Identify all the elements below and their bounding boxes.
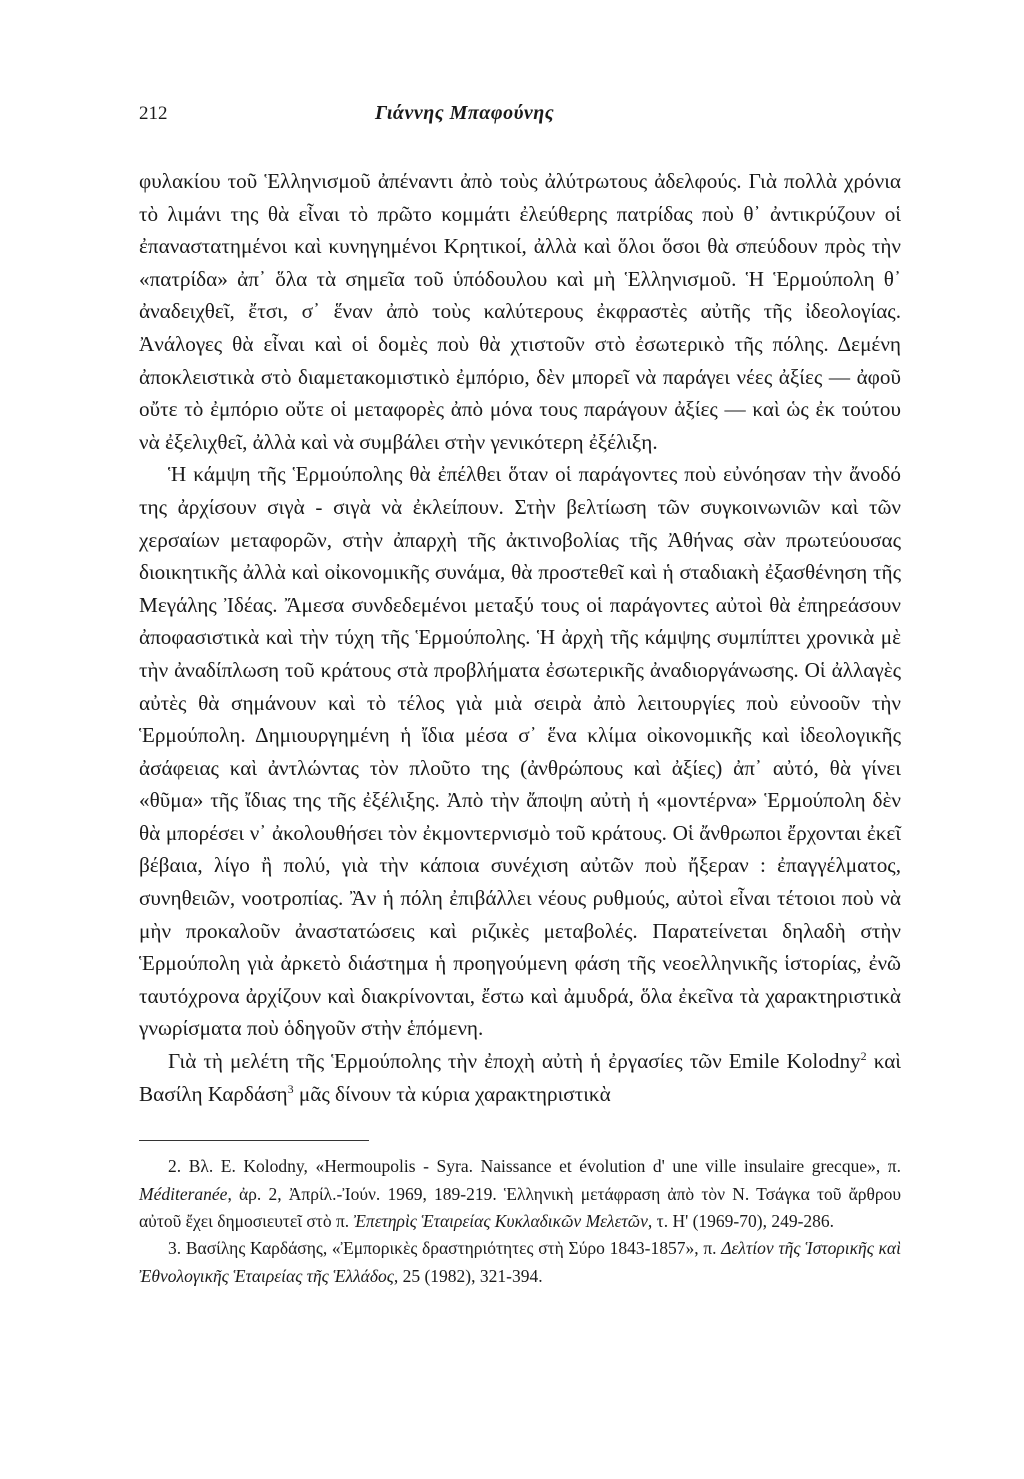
paragraph-2: Ἡ κάμψη τῆς Ἑρμούπολης θὰ ἐπέλθει ὅταν οἱ παράγοντες ποὺ εὐνόησαν τὴν ἄνοδό της ἀρχίσουν σιγὰ - σιγὰ νὰ ἐκλείπουν. Στὴν βελτίωση τῶν συγκοινωνιῶν καὶ τῶν χερσαίων μεταφορῶν, στὴν ἀπαρχὴ τῆς ἀκτινοβολίας τῆς Ἀθήνας σὰν πρωτεύουσας διοικητικῆς ἀλλὰ καὶ οἰκονομικῆς συνάμα, θὰ προστεθεῖ καὶ ἡ σταδιακὴ ἐξασθένηση τῆς Μεγάλης Ἰδέας. Ἄμεσα συνδεδεμένοι μεταξύ τους οἱ παράγοντες αὐτοὶ θὰ ἐπηρεάσουν ἀποφασιστικὰ καὶ τὴν τύχη τῆς Ἑρμούπολης. Ἡ ἀρχὴ τῆς κάμψης συμπίπτει χρονικὰ μὲ τὴν ἀναδίπλωση τοῦ κράτους στὰ προβλήματα ἐσωτερικῆς ἀναδιοργάνωσης. Οἱ ἀλλαγὲς αὐτὲς θὰ σημάνουν καὶ τὸ τέλος γιὰ μιὰ σειρὰ ἀπὸ λειτουργίες ποὺ εὐνοοῦν τὴν Ἑρμούπολη. Δημιουργημένη ἡ ἴδια μέσα σ᾿ ἕνα κλίμα οἰκονομικῆς καὶ ἰδεολογικῆς ἀσάφειας καὶ ἀντλώντας τὸν πλοῦτο της (ἀνθρώπους καὶ ἀξίες) ἀπ᾿ αὐτό, θὰ γίνει «θῦμα» τῆς ἴδιας της τῆς ἐξέλιξης. Ἀπὸ τὴν ἄποψη αὐτὴ ἡ «μοντέρνα» Ἑρμούπολη δὲν θὰ μπορέσει ν᾿ ἀκολουθήσει τὸν ἐκμοντερνισμὸ τοῦ κράτους. Οἱ ἄνθρωποι ἔρχονται ἐκεῖ βέβαια, λίγο ἢ πολύ, γιὰ τὴν κάποια συνέχιση αὐτῶν ποὺ ἤξεραν : ἐπαγγέλματος, συνηθειῶν, νοοτροπίας. Ἂν ἡ πόλη ἐπιβάλλει νέους ρυθμούς, αὐτοὶ εἶναι τέτοιοι ποὺ νὰ μὴν προκαλοῦν ἀναστατώσεις καὶ ριζικὲς μεταβολές. Παρατείνεται δηλαδὴ στὴν Ἑρμούπολη γιὰ ἀρκετὸ διάστημα ἡ προηγούμενη φάση τῆς νεοελληνικῆς ἱστορίας, ἐνῶ ταυτόχρονα ἀρχίζουν καὶ διακρίνονται, ἔστω καὶ ἀμυδρά, ὅλα ἐκεῖνα τὰ χαρακτηριστικὰ γνωρίσματα ποὺ ὁδηγοῦν στὴν ἑπόμενη.	[139, 462, 901, 1041]
body-text	[139, 165, 901, 1110]
footnote-2-part-3: , τ. Η' (1969-70), 249-286.	[647, 1211, 835, 1232]
page-header	[139, 95, 901, 135]
running-head: Γιάννης Μπαφούνης	[375, 102, 555, 124]
footnote-2-part-1: 2. Βλ. Ε. Kolodny, «Hermoupolis - Syra. Naissance et évolution d' une ville insulaire grecque», π.	[168, 1156, 901, 1177]
paragraph-3	[139, 1045, 901, 1110]
footnote-3	[139, 1235, 901, 1290]
paragraph-3-text-middle: καὶ Βασίλη Καρδάση	[139, 1049, 901, 1106]
footnote-ref-2: 2	[860, 1048, 867, 1063]
paragraph-3-text-end: μᾶς δίνουν τὰ κύρια χαρακτηριστικὰ	[293, 1081, 611, 1106]
footnote-2-yearbook-title: Ἐπετηρὶς Ἑταιρείας Κυκλαδικῶν Μελετῶν	[353, 1211, 648, 1232]
footnote-3-part-2: , 25 (1982), 321-394.	[393, 1265, 543, 1286]
page-number: 212	[139, 103, 168, 124]
footnote-3-journal-title: Δελτίον τῆς Ἱστορικῆς καὶ Ἐθνολογικῆς Ἑταιρείας τῆς Ἑλλάδος	[139, 1238, 901, 1286]
book-page	[139, 95, 901, 1290]
footnote-2	[139, 1153, 901, 1235]
footnotes	[139, 1153, 901, 1290]
footnote-2-part-2: , ἀρ. 2, Ἀπρίλ.-Ἰούν. 1969, 189-219. Ἑλληνικὴ μετάφραση ἀπὸ τὸν Ν. Τσάγκα τοῦ ἄρθρου αὐτοῦ ἔχει δημοσιευτεῖ στὸ π.	[139, 1183, 901, 1232]
paragraph-3-text-start: Γιὰ τὴ μελέτη τῆς Ἑρμούπολης τὴν ἐποχὴ αὐτὴ ἡ ἐργασίες τῶν Emile Kolodny	[168, 1049, 861, 1074]
footnote-2-journal-title: Méditeranée	[139, 1183, 228, 1204]
footnote-divider	[139, 1140, 369, 1141]
footnote-ref-3: 3	[287, 1081, 294, 1096]
paragraph-1: φυλακίου τοῦ Ἑλληνισμοῦ ἀπέναντι ἀπὸ τοὺς ἀλύτρωτους ἀδελφούς. Γιὰ πολλὰ χρόνια τὸ λιμάνι της θὰ εἶναι τὸ πρῶτο κομμάτι ἐλεύθερης πατρίδας ποὺ θ᾿ ἀντικρύζουν οἱ ἐπαναστατημένοι καὶ κυνηγημένοι Κρητικοί, ἀλλὰ καὶ ὅλοι ὅσοι θὰ σπεύδουν πρὸς τὴν «πατρίδα» ἀπ᾿ ὅλα τὰ σημεῖα τοῦ ὑπόδουλου καὶ μὴ Ἑλληνισμοῦ. Ἡ Ἑρμούπολη θ᾿ ἀναδειχθεῖ, ἔτσι, σ᾿ ἕναν ἀπὸ τοὺς καλύτερους ἐκφραστὲς αὐτῆς τῆς ἰδεολογίας. Ἀνάλογες θὰ εἶναι καὶ οἱ δομὲς ποὺ θὰ χτιστοῦν στὸ ἐσωτερικὸ τῆς πόλης. Δεμένη ἀποκλειστικὰ στὸ διαμετακομιστικὸ ἐμπόριο, δὲν μπορεῖ νὰ παράγει νέες ἀξίες — ἀφοῦ οὔτε τὸ ἐμπόριο οὔτε οἱ μεταφορὲς ἀπὸ μόνα τους παράγουν ἀξίες — καὶ ὡς ἐκ τούτου νὰ ἐξελιχθεῖ, ἀλλὰ καὶ νὰ συμβάλει στὴν γενικότερη ἐξέλιξη.	[139, 169, 901, 454]
footnote-3-part-1: 3. Βασίλης Καρδάσης, «Ἐμπορικὲς δραστηριότητες στὴ Σύρο 1843-1857», π.	[168, 1238, 722, 1259]
